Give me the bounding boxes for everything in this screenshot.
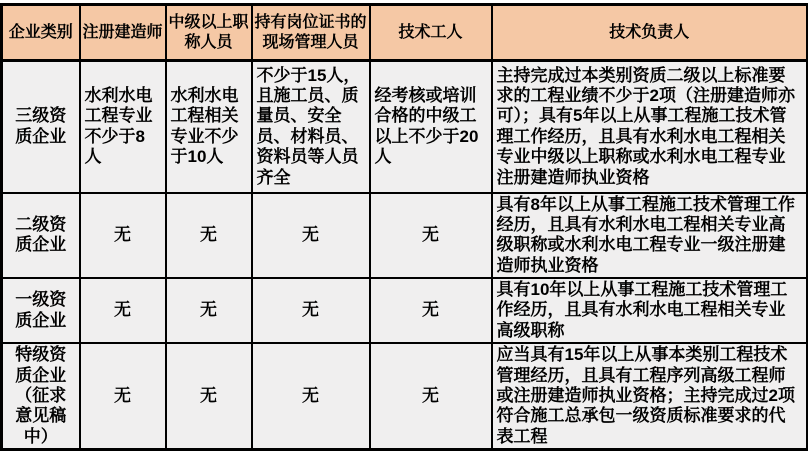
table-cell: 无	[166, 278, 252, 343]
qualification-table	[0, 3, 808, 451]
table-cell: 具有10年以上从事工程施工技术管理工作经历，且具有水利水电工程相关专业高级职称	[492, 278, 808, 343]
table-cell: 无	[252, 193, 370, 279]
table-cell: 无	[166, 193, 252, 279]
table-row-level1	[2, 278, 808, 343]
header-cell-technical-workers: 技术工人	[370, 5, 492, 61]
table-row-level3	[2, 61, 808, 193]
header-cell-technical-director: 技术负责人	[492, 5, 808, 61]
table-cell: 无	[166, 343, 252, 449]
table-cell: 不少于15人，且施工员、质量员、安全员、材料员、资料员等人员齐全	[252, 61, 370, 193]
table-cell: 水利水电工程专业不少于8人	[80, 61, 166, 193]
table-cell: 主持完成过本类别资质二级以上标准要求的工程业绩不少于2项（注册建造师亦可）；具有5年以上从事工程施工技术管理工作经历，且具有水利水电工程相关专业中级以上职称或水利水电工程专业注册建造师执业资格	[492, 61, 808, 193]
header-cell-site-managers: 持有岗位证书的现场管理人员	[252, 5, 370, 61]
table-cell: 无	[80, 343, 166, 449]
category-cell: 二级资质企业	[2, 193, 80, 279]
table-row-level2	[2, 193, 808, 279]
category-cell: 一级资质企业	[2, 278, 80, 343]
table-cell: 无	[252, 343, 370, 449]
table-cell: 水利水电工程相关专业不少于10人	[166, 61, 252, 193]
table-cell: 经考核或培训合格的中级工以上不少于20人	[370, 61, 492, 193]
header-cell-registered-constructor: 注册建造师	[80, 5, 166, 61]
category-cell: 三级资质企业	[2, 61, 80, 193]
table-cell: 应当具有15年以上从事本类别工程技术管理经历，且具有工程序列高级工程师或注册建造师执业资格；主持完成过2项符合施工总承包一级资质标准要求的代表工程	[492, 343, 808, 449]
table-row-special	[2, 343, 808, 449]
category-cell: 特级资质企业（征求意见稿中）	[2, 343, 80, 449]
header-cell-category: 企业类别	[2, 5, 80, 61]
table-cell: 无	[370, 193, 492, 279]
table-cell: 无	[80, 278, 166, 343]
table-cell: 无	[80, 193, 166, 279]
table-cell: 具有8年以上从事工程施工技术管理工作经历，且具有水利水电工程相关专业高级职称或水利水电工程专业一级注册建造师执业资格	[492, 193, 808, 279]
header-cell-midlevel-title: 中级以上职称人员	[166, 5, 252, 61]
table-cell: 无	[370, 343, 492, 449]
table-cell: 无	[370, 278, 492, 343]
header-row	[2, 5, 808, 61]
table-cell: 无	[252, 278, 370, 343]
